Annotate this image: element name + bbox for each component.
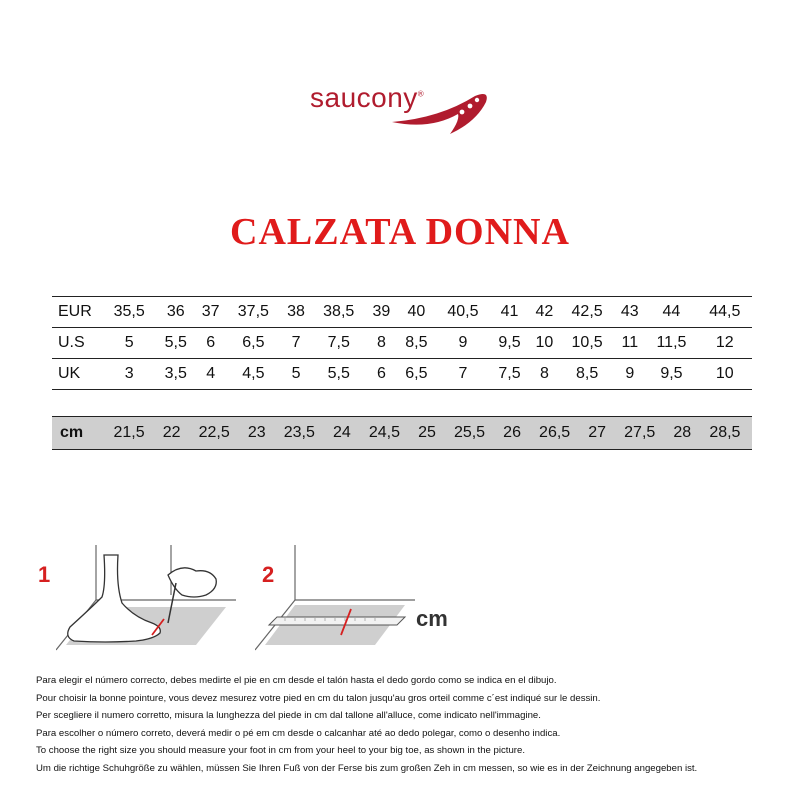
cm-unit-label: cm	[416, 606, 448, 631]
instruction-line: Per scegliere il numero corretto, misura la lunghezza del piede in cm dal tallone all'alluce, come indicato nell'immagine.	[36, 710, 541, 721]
cm-cell: 22,5	[198, 424, 230, 441]
registered-mark: ®	[417, 89, 425, 99]
size-table	[52, 296, 752, 390]
row-label: UK	[52, 359, 102, 390]
cm-cell: 27,5	[624, 424, 656, 441]
size-cell: 10	[698, 359, 752, 390]
size-cell: 40	[397, 297, 436, 328]
instruction-line: Um die richtige Schuhgröße zu wählen, müssen Sie Ihren Fuß von der Ferse bis zum großen Zeh in cm messen, so wie es in der Zeichnung angegeben ist.	[36, 762, 698, 774]
size-cell: 3	[102, 359, 156, 390]
size-cell: 10	[529, 328, 560, 359]
page-title: CALZATA DONNA	[230, 211, 570, 253]
size-cell: 38	[281, 297, 312, 328]
size-cell: 9	[436, 328, 490, 359]
instruction-line: Para elegir el número correcto, debes medirte el pie en cm desde el talón hasta el dedo gordo como se indica en el dibujo.	[36, 675, 557, 686]
size-cell: 42,5	[560, 297, 614, 328]
cm-cell: 25,5	[453, 424, 486, 441]
size-cell: 44,5	[698, 297, 752, 328]
size-cell: 9	[614, 359, 645, 390]
size-cell: 4,5	[226, 359, 280, 390]
cm-cell: 24,5	[368, 424, 400, 441]
size-cell: 7,5	[490, 359, 529, 390]
cm-cell: 28,5	[709, 424, 741, 441]
size-cell: 7,5	[312, 328, 366, 359]
size-cell: 7	[436, 359, 490, 390]
size-cell: 9,5	[490, 328, 529, 359]
size-cell: 43	[614, 297, 645, 328]
size-cell: 8,5	[397, 328, 436, 359]
instruction-line: Para escolher o número correto, deverá medir o pé em cm desde o calcanhar até ao dedo polegar, como o desenho indica.	[36, 727, 561, 739]
size-cell: 38,5	[312, 297, 366, 328]
size-cell: 36	[156, 297, 195, 328]
cm-cell: 26	[503, 424, 521, 441]
step-1-number: 1	[38, 562, 51, 587]
cm-row	[52, 416, 752, 450]
size-cell: 5,5	[312, 359, 366, 390]
size-cell: 4	[195, 359, 226, 390]
row-label: EUR	[52, 297, 102, 328]
saucony-swoosh-icon	[300, 78, 500, 138]
size-cell: 6	[195, 328, 226, 359]
ruler-measure-illustration	[255, 545, 415, 655]
size-row-us	[52, 328, 752, 359]
size-cell: 41	[490, 297, 529, 328]
size-cell: 44	[645, 297, 697, 328]
size-row-uk	[52, 359, 752, 390]
size-cell: 40,5	[436, 297, 490, 328]
size-cell: 12	[698, 328, 752, 359]
size-cell: 5,5	[156, 328, 195, 359]
foot-measure-illustration	[56, 545, 236, 655]
size-cell: 11,5	[645, 328, 697, 359]
size-cell: 10,5	[560, 328, 614, 359]
size-cell: 37,5	[226, 297, 280, 328]
cm-cell: 24	[332, 424, 351, 441]
size-cell: 6,5	[397, 359, 436, 390]
size-cell: 5	[102, 328, 156, 359]
cm-cell: 27	[588, 424, 607, 441]
brand-name: saucony	[310, 82, 418, 113]
instructions	[36, 672, 776, 777]
size-cell: 42	[529, 297, 560, 328]
size-cell: 9,5	[645, 359, 697, 390]
step-2-number: 2	[262, 562, 275, 587]
size-row-eur	[52, 297, 752, 328]
cm-cell: 23	[247, 424, 266, 441]
cm-cell: 25	[418, 424, 436, 441]
instruction-line: Pour choisir la bonne pointure, vous devez mesurez votre pied en cm du talon jusqu'au gros orteil comme c´est indiqué sur le dessin.	[36, 692, 601, 704]
instruction-line: To choose the right size you should measure your foot in cm from your heel to your big toe, as shown in the picture.	[36, 745, 526, 756]
size-cell: 6	[366, 359, 397, 390]
saucony-logo	[300, 78, 500, 138]
row-label: cm	[60, 424, 84, 441]
size-cell: 8	[366, 328, 397, 359]
size-cell: 3,5	[156, 359, 195, 390]
cm-cell: 22	[162, 424, 181, 441]
size-cell: 6,5	[226, 328, 280, 359]
size-cell: 37	[195, 297, 226, 328]
size-cell: 8	[529, 359, 560, 390]
size-cell: 5	[281, 359, 312, 390]
size-cell: 39	[366, 297, 397, 328]
cm-cell: 23,5	[283, 424, 315, 441]
size-cell: 35,5	[102, 297, 156, 328]
row-label: U.S	[52, 328, 102, 359]
size-cell: 8,5	[560, 359, 614, 390]
cm-cell: 28	[673, 424, 692, 441]
cm-cell: 21,5	[113, 424, 145, 441]
size-cell: 7	[281, 328, 312, 359]
cm-cell: 26,5	[539, 424, 571, 441]
size-cell: 11	[614, 328, 645, 359]
